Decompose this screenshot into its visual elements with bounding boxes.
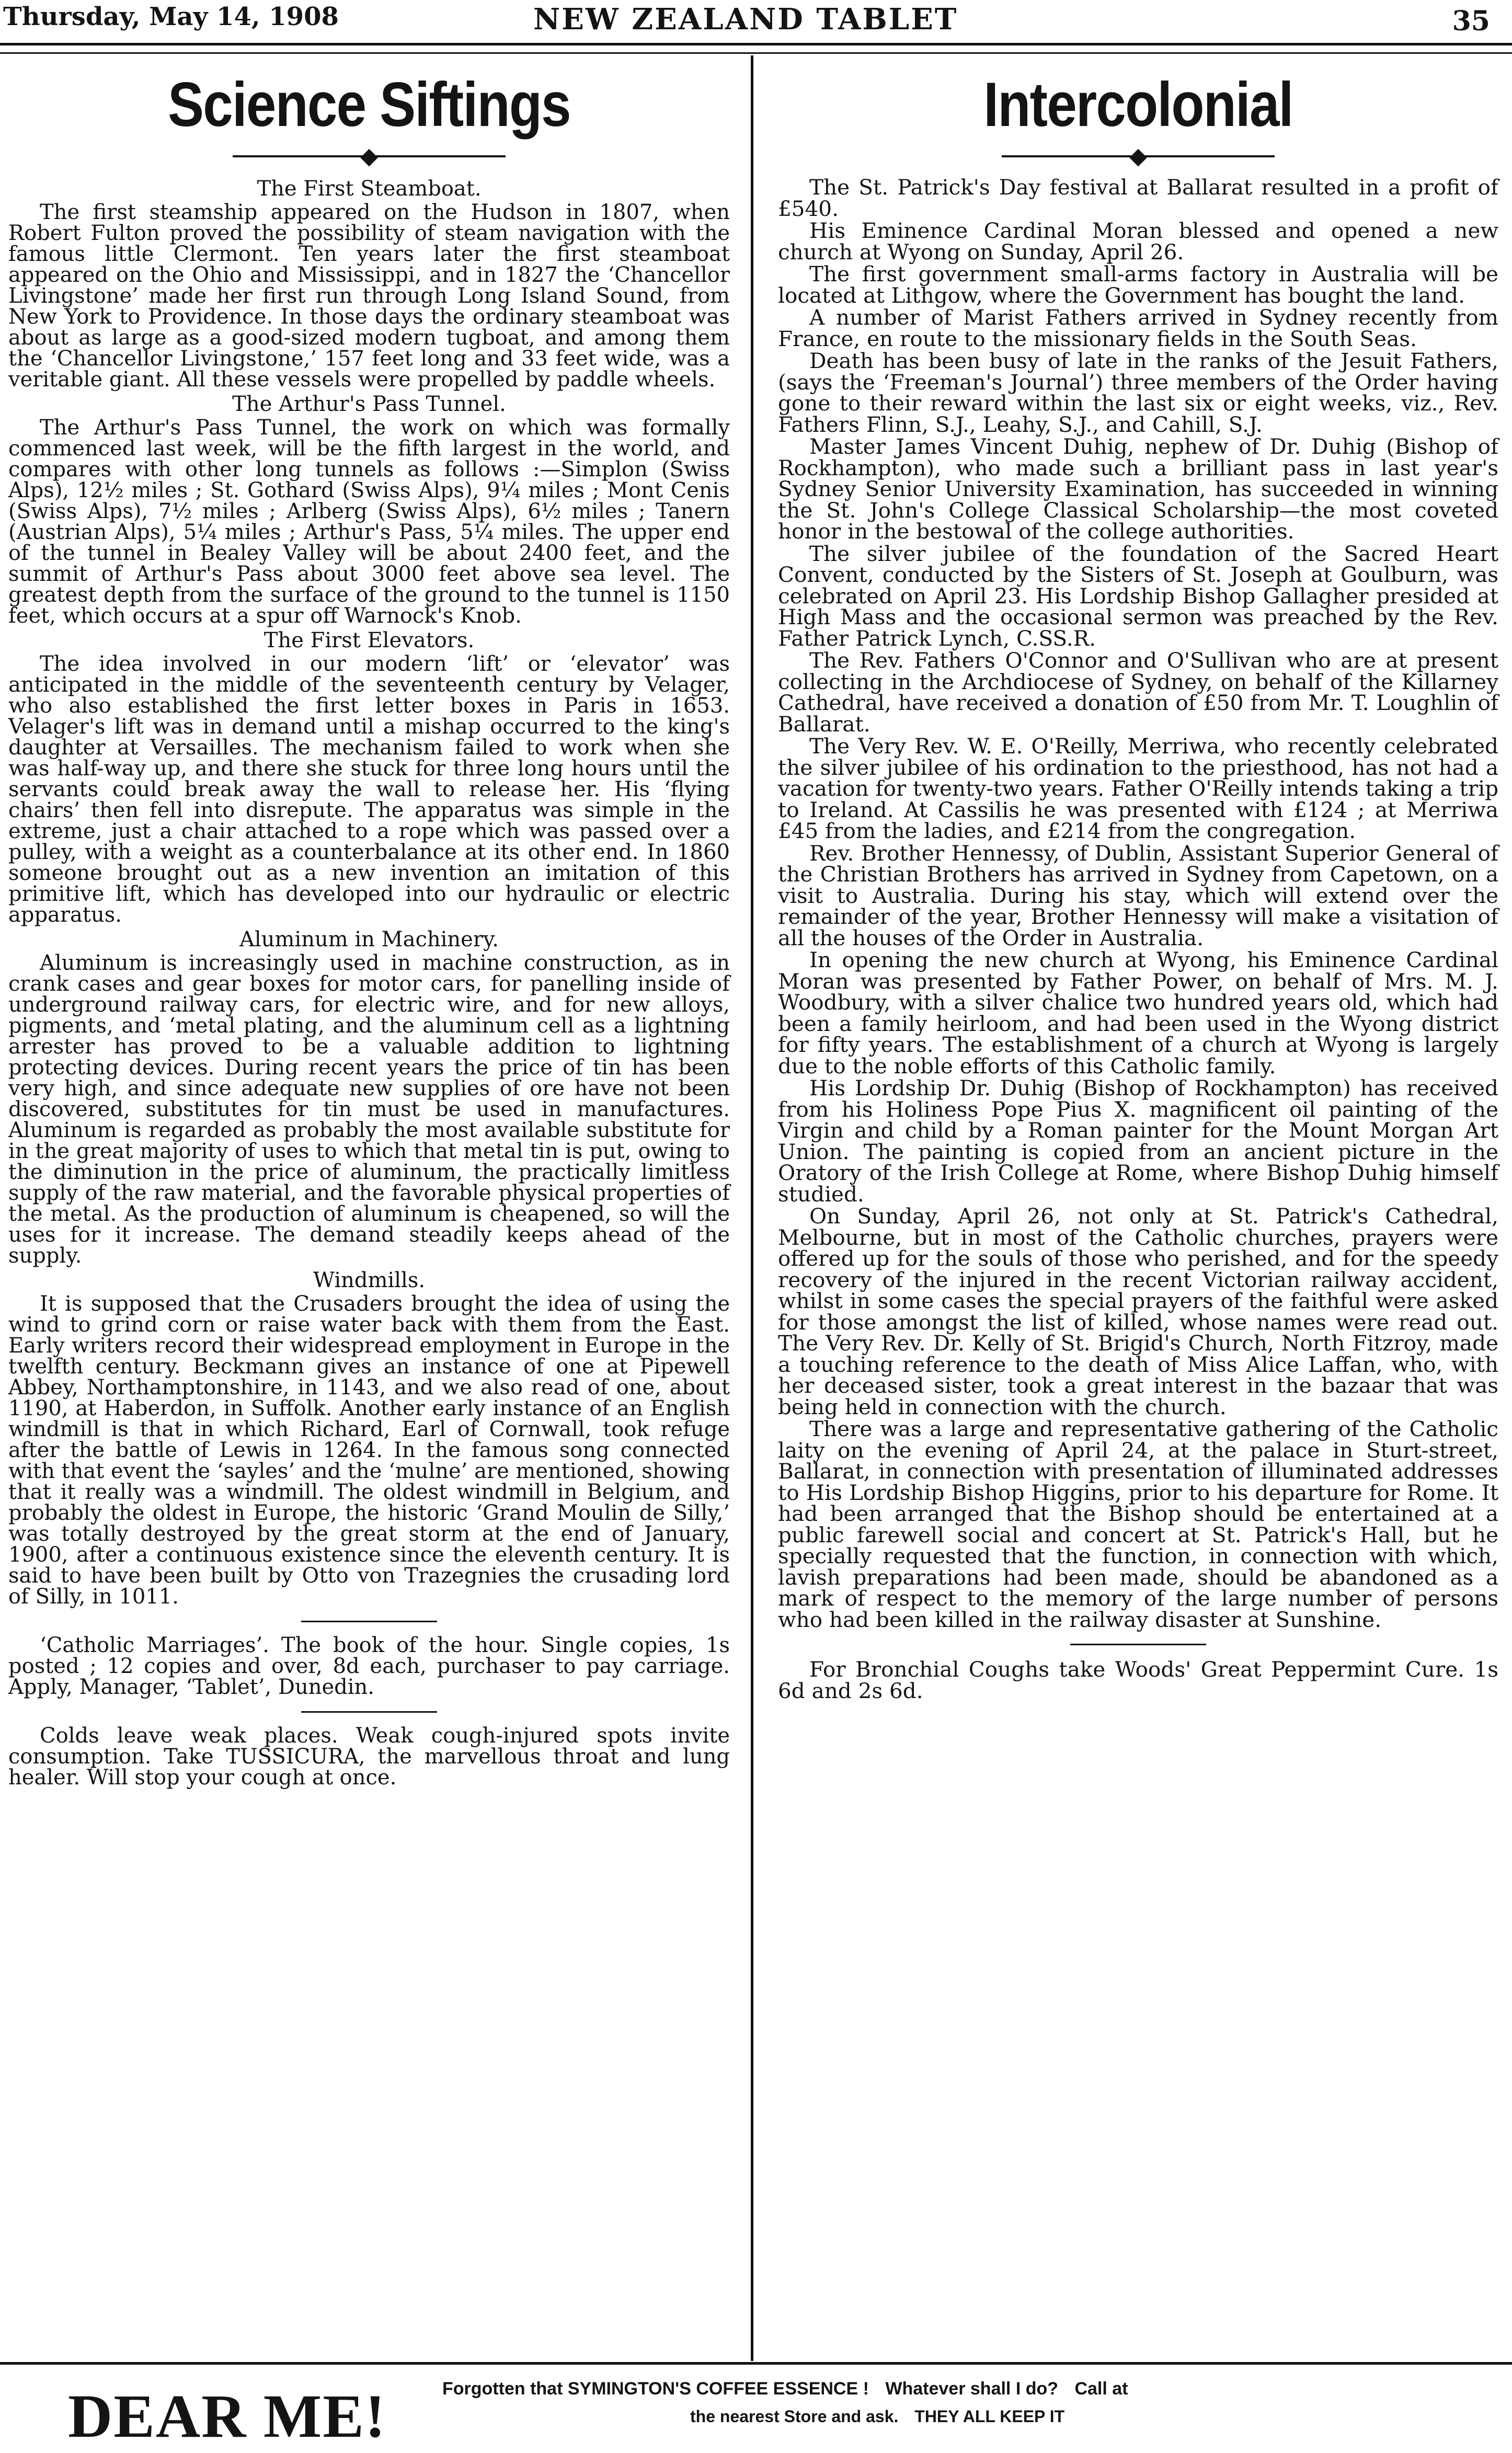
- ad-line-1-a: Forgotten that SYMINGTON'S COFFEE ESSENCE !: [442, 2379, 869, 2399]
- ad-text: For Bronchial Coughs take Woods' Great Peppermint Cure. 1s 6d and 2s 6d.: [778, 1657, 1498, 1703]
- title-ornament: ◆: [8, 142, 730, 174]
- symingtons-ad: [0, 2367, 1512, 2453]
- news-item: In opening the new church at Wyong, his Eminence Cardinal Moran was presented by Father Power, on behalf of Mrs. M. J. Woodbury, with a silver chalice two hundred years old, which had been a family heirloom, and had been used in the Wyong district for fifty years. The establishment of a church at Wyong is largely due to the noble efforts of this Catholic family.: [778, 947, 1498, 1079]
- issue-date: Thursday, May 14, 1908: [3, 2, 339, 31]
- article-paragraph: The Arthur's Pass Tunnel, the work on which was formally commenced last week, will be the fifth largest in the world, and compares with other long tunnels as follows :—Simplon (Swiss Alps), 12½ miles ; St. Gothard (Swiss Alps), 9¼ miles ; Mont Cenis (Swiss Alps), 7½ miles ; Arlberg (Swiss Alps), 6½ miles ; Tanern (Austrian Alps), 5¼ miles ; Arthur's Pass, 5¼ miles. The upper end of the tunnel in Bealey Valley will be about 2400 feet, and the summit of Arthur's Pass about 3000 feet above sea level. The greatest depth from the surface of the ground to the tunnel is 1150 feet, which occurs at a spur off Warnock's Knob.: [8, 416, 730, 628]
- news-item: His Eminence Cardinal Moran blessed and opened a new church at Wyong on Sunday, April 26.: [778, 218, 1498, 265]
- ad-text: Colds leave weak places. Weak cough-injured spots invite consumption. Take TUSSICURA, the marvellous throat and lung healer. Will stop your cough at once.: [8, 1724, 730, 1790]
- header-rule-thin: [0, 52, 1512, 54]
- news-item: A number of Marist Fathers arrived in Sydney recently from France, en route to the missionary fields in the South Seas.: [778, 305, 1498, 351]
- ad-line-2-a: the nearest Store and ask.: [690, 2407, 899, 2426]
- news-item: The first government small-arms factory in Australia will be located at Lithgow, where the Government has bought the land.: [778, 261, 1498, 308]
- footer-rule: [0, 2362, 1512, 2365]
- page-header: [0, 0, 1512, 41]
- article-aluminum: [8, 927, 730, 1266]
- page-number: 35: [1452, 5, 1490, 37]
- separator-rule: [301, 1711, 437, 1713]
- intercolonial-column: [778, 68, 1498, 1701]
- news-item: The Very Rev. W. E. O'Reilly, Merriwa, who recently celebrated the silver jubilee of his ordination to the priesthood, has not had a vacation for twenty-two years. Father O'Reilly intends taking a trip to Ireland. At Cassilis he was presented with £124 ; at Merriwa £45 from the ladies, and £214 from the congregation.: [778, 733, 1498, 843]
- header-rule: [0, 43, 1512, 45]
- article-heading: Aluminum in Machinery.: [239, 927, 499, 952]
- article-heading: The Arthur's Pass Tunnel.: [232, 392, 506, 416]
- ad-line-1: [442, 2379, 1140, 2399]
- ad-headline: DEAR ME!: [68, 2382, 387, 2450]
- science-siftings-column: [8, 68, 730, 1788]
- news-item: Death has been busy of late in the ranks of the Jesuit Fathers, (says the ‘Freeman's Journal’) three members of the Order having gone to their reward within the last six or eight weeks, viz., Rev. Fathers Flinn, S.J., Leahy, S.J., and Cahill, S.J.: [778, 348, 1498, 437]
- news-item: The Rev. Fathers O'Connor and O'Sullivan who are at present collecting in the Archdiocese of Sydney, on behalf of the Killarney Cathedral, have received a donation of £50 from Mr. T. Loughlin of Ballarat.: [778, 648, 1498, 737]
- ad-line-1-c: Call at: [1074, 2379, 1128, 2399]
- ad-line-2-b: THEY ALL KEEP IT: [914, 2407, 1065, 2426]
- news-item: Rev. Brother Hennessy, of Dublin, Assistant Superior General of the Christian Brothers has arrived in Sydney from Capetown, on a visit to Australia. During his stay, which will extend over the remainder of the year, Brother Hennessy will make a visitation of all the houses of the Order in Australia.: [778, 840, 1498, 950]
- article-paragraph: It is supposed that the Crusaders brought the idea of using the wind to grind corn or raise water back with them from the East. Early writers record their widespread employment in Europe in the twelfth century. Beckmann gives an instance of one at Pipewell Abbey, Northamptonshire, in 1143, and we also read of one, about 1190, at Haberdon, in Suffolk. Another early instance of an English windmill is that in which Richard, Earl of Cornwall, took refuge after the battle of Lewis in 1264. In the famous song connected with that event the ‘sayles’ and the ‘mulne’ are mentioned, showing that it really was a windmill. The oldest windmill in Belgium, and probably the oldest in Europe, the historic ‘Grand Moulin de Silly,’ was totally destroyed by the great storm at the end of January, 1900, after a continuous existence since the eleventh century. It is said to have been built by Otto von Trazegnies the crusading lord of Silly, in 1011.: [8, 1292, 730, 1609]
- article-heading: Windmills.: [313, 1268, 426, 1292]
- article-paragraph: The idea involved in our modern ‘lift’ or ‘elevator’ was anticipated in the middle of the seventeenth century by Velager, who also established the first letter boxes in Paris in 1653. Velager's lift was in demand until a mishap occurred to the king's daughter at Versailles. The mechanism failed to work when she was half-way up, and there she stuck for three long hours until the servants could break away the wall to release her. His ‘flying chairs’ then fell into disrepute. The apparatus was simple in the extreme, just a chair attached to a rope which was passed over a pulley, with a weight as a counterbalance at its other end. In 1860 someone brought out as a new invention an imitation of this primitive lift, which has developed into our hydraulic or electric apparatus.: [8, 652, 730, 927]
- column-divider: [751, 55, 753, 2361]
- section-title: Intercolonial: [983, 70, 1293, 140]
- masthead-title: NEW ZEALAND TABLET: [533, 2, 958, 37]
- ad-line-2: [690, 2407, 1076, 2426]
- article-steamboat: [8, 177, 730, 390]
- title-ornament: ◆: [778, 142, 1498, 174]
- article-elevators: [8, 628, 730, 925]
- notice-text: ‘Catholic Marriages’. The book of the hour. Single copies, 1s posted ; 12 copies and over, 8d each, purchaser to pay carriage. Apply, Manager, ‘Tablet’, Dunedin.: [8, 1633, 730, 1699]
- article-arthurs-pass: [8, 392, 730, 626]
- separator-rule: [1070, 1644, 1206, 1645]
- news-item: There was a large and representative gathering of the Catholic laity on the evening of April 24, at the palace in Sturt-street, Ballarat, in connection with presentation of illuminated addresses to His Lordship Bishop Higgins, prior to his departure for Rome. It had been arranged that the Bishop should be entertained at a public farewell social and concert at St. Patrick's Hall, but he specially requested that the function, in connection with which, lavish preparations had been made, should be abandoned as a mark of respect to the memory of the large number of persons who had been killed in the railway disaster at Sunshine.: [778, 1416, 1498, 1632]
- news-item: The St. Patrick's Day festival at Ballarat resulted in a profit of £540.: [778, 175, 1498, 221]
- section-title: Science Siftings: [168, 70, 570, 140]
- article-heading: The First Steamboat.: [257, 177, 482, 201]
- news-item: Master James Vincent Duhig, nephew of Dr. Duhig (Bishop of Rockhampton), who made such a brilliant pass in last year's Sydney Senior University Examination, has succeeded in winning the St. John's College Classical Scholarship—the most coveted honor in the bestowal of the college authorities.: [778, 434, 1498, 544]
- news-item: The silver jubilee of the foundation of the Sacred Heart Convent, conducted by the Sisters of St. Joseph at Goulburn, was celebrated on April 23. His Lordship Bishop Gallagher presided at High Mass and the occasional sermon was preached by the Rev. Father Patrick Lynch, C.SS.R.: [778, 541, 1498, 651]
- catholic-marriages-notice: [8, 1635, 730, 1698]
- article-windmills: [8, 1268, 730, 1607]
- separator-rule: [301, 1621, 437, 1622]
- news-item: On Sunday, April 26, not only at St. Patrick's Cathedral, Melbourne, but in most of the Catholic churches, prayers were offered up for the souls of those who perished, and for the speedy recovery of the injured in the recent Victorian railway accident, whilst in some cases the special prayers of the faithful were asked for those amongst the list of killed, whose names were read out. The Very Rev. Dr. Kelly of St. Brigid's Church, North Fitzroy, made a touching reference to the death of Miss Alice Laffan, who, with her deceased sister, took a great interest in the bazaar that was being held in connection with the church.: [778, 1203, 1498, 1419]
- article-paragraph: The first steamship appeared on the Hudson in 1807, when Robert Fulton proved the possibility of steam navigation with the famous little Clermont. Ten years later the first steamboat appeared on the Ohio and Mississippi, and in 1827 the ‘Chancellor Livingstone’ made her first run through Long Island Sound, from New York to Providence. In those days the ordinary steamboat was about as large as a good-sized modern tugboat, and among them the ‘Chancellor Livingstone,’ 157 feet long and 33 feet wide, was a veritable giant. All these vessels were propelled by paddle wheels.: [8, 200, 730, 392]
- article-paragraph: Aluminum is increasingly used in machine construction, as in crank cases and gear boxes for motor cars, for panelling inside of underground railway cars, for electric wire, and for new alloys, pigments, and ‘metal plating, and the aluminum cell as a lightning arrester has proved to be a valuable addition to lightning protecting devices. During recent years the price of tin has been very high, and since adequate new supplies of ore have not been discovered, substitutes for tin must be used in manufactures. Aluminum is regarded as probably the most available substitute for in the great majority of uses to which that metal tin is put, owing to the diminution in the price of aluminum, the practically limitless supply of the raw material, and the favorable physical properties of the metal. As the production of aluminum is cheapened, so will the uses for it increase. The demand steadily keeps ahead of the supply.: [8, 951, 730, 1268]
- ad-line-1-b: Whatever shall I do?: [885, 2379, 1059, 2399]
- article-heading: The First Elevators.: [264, 628, 475, 652]
- tussicura-ad: [8, 1725, 730, 1788]
- news-item: His Lordship Dr. Duhig (Bishop of Rockhampton) has received from his Holiness Pope Pius X. magnificent oil painting of the Virgin and child by a Roman painter for the Mount Morgan Art Union. The painting is copied from an ancient picture in the Oratory of the Irish College at Rome, where Bishop Duhig himself studied.: [778, 1075, 1498, 1207]
- peppermint-cure-ad: [778, 1659, 1498, 1701]
